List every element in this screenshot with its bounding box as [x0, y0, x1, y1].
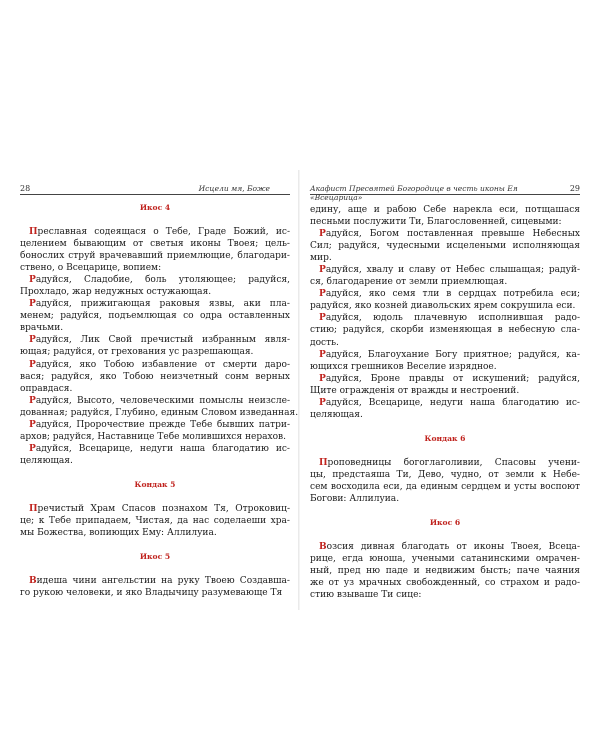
paragraph	[20, 503, 290, 539]
initial-letter: Р	[319, 289, 326, 300]
paragraph	[310, 228, 580, 264]
text-line	[20, 407, 299, 419]
spacer	[20, 563, 290, 575]
text-line	[20, 238, 290, 250]
text-line	[20, 575, 290, 587]
paragraph	[20, 359, 290, 395]
line-text: адуйся, Броне правды от искушений; радуйся,	[325, 373, 580, 384]
initial-letter: Р	[319, 265, 326, 276]
line-text: песньми послужити Ти, Благословенней, сицевыми:	[310, 217, 562, 228]
text-line	[310, 349, 580, 361]
right-page	[310, 183, 580, 601]
initial-letter: П	[319, 457, 328, 468]
line-text: идеша чини ангельстии на руку Твоею Создавша-	[36, 576, 290, 587]
line-text: ющихся грешников Веселие изрядное.	[310, 361, 497, 372]
line-text: архов; радуйся, Наставнице Тебе молившихся нерахов.	[20, 431, 287, 442]
line-text: оправдася.	[20, 383, 73, 394]
line-text: адуйся, прижигающая раковыя язвы, аки пла-	[35, 299, 290, 310]
text-line	[310, 409, 580, 421]
line-text: целением бывающим от светыя иконы Твоея; цель-	[20, 239, 290, 250]
section-heading: Икос 5	[139, 552, 171, 562]
paragraph	[20, 443, 290, 467]
initial-letter: Р	[29, 419, 36, 430]
paragraph	[20, 419, 290, 443]
initial-letter: Р	[319, 229, 326, 240]
text-line	[310, 385, 580, 397]
line-text: ся, благодарение от земли приемлющая.	[310, 277, 508, 288]
paragraph	[20, 226, 290, 274]
text-line	[310, 361, 580, 373]
text-line	[20, 371, 290, 383]
line-text: адуйся, Благоухание Богу приятное; радуйся, ка-	[325, 349, 580, 360]
text-line	[20, 395, 290, 407]
text-line	[310, 481, 580, 493]
line-text: мы Божества, вопиющих Ему: Аллилуиа.	[20, 528, 217, 539]
header-rule	[20, 194, 290, 195]
initial-letter: Р	[29, 335, 36, 346]
spacer	[20, 539, 290, 551]
text-line	[20, 419, 290, 431]
line-text: радуйся, яко козней диавольских ярем сокрушила еси.	[310, 301, 576, 312]
line-text: го рукою человеки, и яко Владычицу разумевающе Тя	[20, 588, 283, 599]
text-line	[310, 288, 580, 300]
text-line	[20, 527, 290, 539]
line-text: озсия дивная благодать от иконы Твоея, Всеца-	[326, 542, 580, 553]
left-page-header	[20, 183, 290, 196]
line-text: дость.	[310, 337, 339, 348]
line-text: дованная; радуйся, Глубино, единым Словом изведанная.	[20, 407, 299, 418]
line-text: адуйся, яко семя тли в сердцах потребила еси;	[325, 289, 580, 300]
text-line	[310, 276, 580, 288]
paragraph	[310, 349, 580, 373]
paragraph	[20, 334, 290, 358]
text-line	[310, 216, 580, 228]
initial-letter: Р	[319, 349, 326, 360]
header-rule	[310, 194, 580, 195]
text-line	[20, 455, 290, 467]
section-heading: Кондак 6	[424, 433, 466, 443]
text-line	[310, 553, 580, 565]
line-text: стию; радуйся, скорби изменяющая в небесную сла-	[310, 325, 580, 336]
initial-letter: Р	[319, 313, 326, 324]
text-line	[310, 541, 580, 553]
initial-letter: В	[319, 542, 327, 553]
spacer	[310, 529, 580, 541]
left-page-text	[20, 202, 299, 599]
line-text: ющая; радуйся, от грехования ус разрешающая.	[20, 347, 254, 358]
line-text: адуйся, Всецарице, недуги наша благодатию ис-	[35, 443, 290, 454]
line-text: сем восходила еси, да единым сердцем и усты воспоют	[310, 481, 580, 492]
paragraph	[310, 373, 580, 397]
line-text: адуйся, юдоль плачевную исполнившая радо-	[325, 313, 580, 324]
initial-letter: П	[29, 503, 38, 514]
spacer	[310, 421, 580, 433]
paragraph	[310, 541, 580, 601]
line-text: бонослих струй врачевавший приемлющие, благодари-	[20, 251, 290, 262]
text-line	[20, 226, 290, 238]
line-text: Щите огражденія от вражды и нестроений.	[310, 385, 520, 396]
line-text: стию взываше Ти сице:	[310, 590, 422, 601]
paragraph	[310, 288, 580, 312]
line-text: целяющая.	[310, 409, 363, 420]
paragraph	[20, 274, 290, 298]
line-text: адуйся, Сладобие, боль утоляющее; радуйся,	[35, 275, 290, 286]
text-line	[310, 397, 580, 409]
initial-letter: Р	[29, 275, 36, 286]
line-text: Прохладо, жар недужных остужающая.	[20, 287, 212, 298]
text-line	[20, 310, 290, 322]
line-text: адуйся, Всецарице, недуги наша благодатию ис-	[325, 397, 580, 408]
paragraph	[310, 204, 580, 228]
line-text: цы, предстаяша Ти, Дево, чудно, от земли к Небе-	[310, 469, 580, 480]
running-title: Исцели мя, Боже	[198, 184, 270, 193]
line-text: менем; радуйся, подъемлющая со одра оставленных	[20, 311, 290, 322]
text-line	[310, 324, 580, 336]
text-line	[20, 322, 290, 334]
line-text: Сил; радуйся, чудесными исцелеными исполняющая	[310, 241, 580, 252]
right-page-header	[310, 183, 580, 202]
line-text: ствено, о Всецарице, вопием:	[20, 263, 162, 274]
line-text: адуйся, яко Тобою избавление от смерти даро-	[35, 359, 290, 370]
text-line	[310, 373, 580, 385]
text-line	[310, 252, 580, 264]
text-line	[20, 515, 290, 527]
text-line	[310, 228, 580, 240]
line-text: мир.	[310, 253, 332, 264]
text-line	[20, 274, 290, 286]
line-text: же от уз мрачных свобожденный, со страхом и радо-	[310, 578, 580, 589]
text-line	[310, 457, 580, 469]
spacer	[310, 445, 580, 457]
paragraph	[20, 575, 290, 599]
text-line	[20, 359, 290, 371]
text-line	[310, 300, 580, 312]
text-line	[20, 383, 290, 395]
paragraph	[310, 457, 580, 505]
initial-letter: Р	[29, 443, 36, 454]
text-line	[310, 312, 580, 324]
paragraph	[310, 312, 580, 348]
initial-letter: Р	[29, 395, 36, 406]
text-line	[310, 565, 580, 577]
line-text: адуйся, Богом поставленная превыше Небесных	[325, 229, 580, 240]
text-line	[20, 587, 290, 599]
spacer	[20, 491, 290, 503]
text-line	[20, 431, 290, 443]
spacer	[20, 467, 290, 479]
initial-letter: Р	[319, 373, 326, 384]
text-line	[20, 443, 290, 455]
paragraph	[20, 395, 299, 419]
initial-letter: П	[29, 227, 38, 237]
line-text: адуйся, хвалу и славу от Небес слышащая; радуй-	[325, 265, 580, 276]
line-text: ный, пред ню паде и недвижим бысть; паче чаяния	[310, 566, 580, 577]
section-heading: Икос 4	[139, 203, 171, 212]
line-text: адуйся, Высото, человеческими помыслы неизсле-	[35, 395, 290, 406]
page-number: 29	[569, 184, 580, 193]
initial-letter: Р	[29, 359, 36, 370]
text-line	[20, 286, 290, 298]
line-text: целяющая.	[20, 455, 73, 466]
spacer	[310, 505, 580, 517]
initial-letter: Р	[29, 299, 36, 310]
page-number: 28	[20, 184, 31, 193]
spacer	[20, 214, 290, 226]
line-text: едину, аще и рабою Себе нарекла еси, потщашася	[310, 205, 580, 215]
section-heading: Кондак 5	[134, 479, 176, 489]
text-line	[20, 334, 290, 346]
text-line	[20, 298, 290, 310]
paragraph	[20, 298, 290, 334]
line-text: адуйся, Лик Свой пречистый избранным явля-	[35, 335, 290, 346]
line-text: речистый Храм Спасов познахом Тя, Отроковиц-	[37, 503, 290, 514]
text-line	[310, 577, 580, 589]
text-line	[310, 204, 580, 216]
left-page	[20, 183, 299, 599]
line-text: реславная содеящася о Тебе, Граде Божий, ис-	[37, 227, 290, 237]
text-line	[310, 264, 580, 276]
paragraph	[310, 264, 580, 288]
book-spine	[298, 170, 300, 610]
line-text: рице, егда юноша, учеными сатанинскими омрачен-	[310, 554, 580, 565]
line-text: вася; радуйся, яко Тобою неизчетный сонм верных	[20, 371, 290, 382]
text-line	[20, 262, 290, 274]
line-text: врачьми.	[20, 323, 64, 334]
right-page-text	[310, 204, 580, 601]
text-line	[310, 589, 580, 601]
text-line	[20, 346, 290, 358]
text-line	[310, 493, 580, 505]
text-line	[310, 337, 580, 349]
line-text: роповедницы богоглаголивии, Спасовы учени-	[327, 457, 580, 468]
paragraph	[310, 397, 580, 421]
text-line	[20, 503, 290, 515]
initial-letter: В	[29, 576, 37, 587]
running-title: Акафист Пресвятей Богородице в честь иконы Ея «Всецарица»	[310, 184, 518, 202]
text-line	[310, 240, 580, 252]
initial-letter: Р	[319, 397, 326, 408]
line-text: це; к Тебе припадаем, Чистая, да нас соделаеши хра-	[20, 515, 290, 526]
line-text: Богови: Аллилуиа.	[310, 493, 400, 504]
text-line	[20, 250, 290, 262]
line-text: адуйся, Пророчествие прежде Тебе бывших патри-	[35, 419, 290, 430]
text-line	[310, 469, 580, 481]
section-heading: Икос 6	[429, 518, 461, 528]
